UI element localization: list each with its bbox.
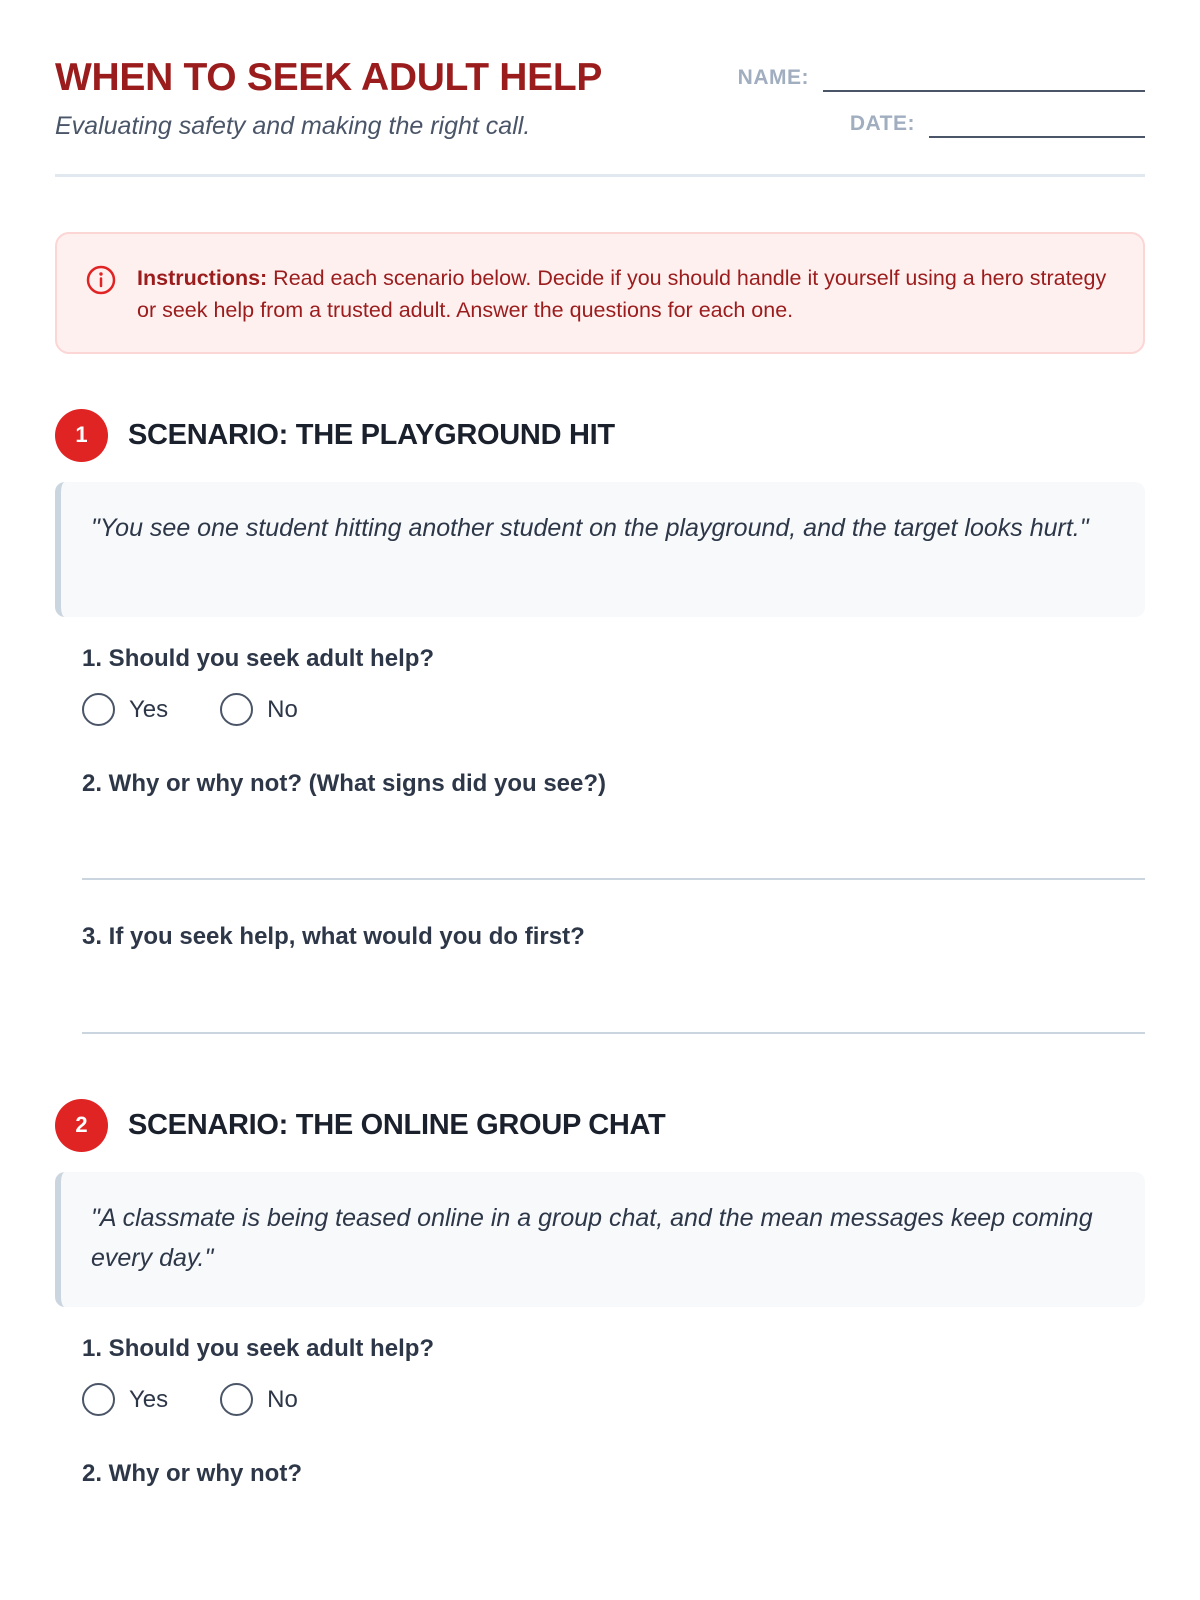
yes-option[interactable] <box>82 1383 168 1416</box>
scenario-title: SCENARIO: THE PLAYGROUND HIT <box>128 418 615 451</box>
yes-label: Yes <box>129 1385 169 1413</box>
question-block <box>55 645 1145 1034</box>
instructions-text <box>137 262 1113 326</box>
yes-option[interactable] <box>82 693 168 726</box>
answer-line[interactable] <box>82 1032 1145 1034</box>
page-subtitle: Evaluating safety and making the right call. <box>55 112 531 140</box>
instructions-body: Read each scenario below. Decide if you should handle it yourself using a hero strategy or seek help from a trusted adult. Answer the questions for each one. <box>137 266 1107 322</box>
no-option[interactable] <box>220 1383 298 1416</box>
scenario-number-badge: 2 <box>55 1099 108 1152</box>
scenario-quote: "A classmate is being teased online in a group chat, and the mean messages keep coming every day." <box>55 1172 1145 1307</box>
info-icon <box>85 264 117 296</box>
date-label: DATE: <box>849 112 915 135</box>
date-field-row <box>850 104 1145 138</box>
scenario-header <box>55 1098 1145 1152</box>
scenario-1 <box>55 408 1145 1034</box>
yes-radio-button[interactable] <box>82 1383 115 1416</box>
question-label: 3. If you seek help, what would you do first? <box>82 923 585 950</box>
answer-line[interactable] <box>82 878 1145 880</box>
name-label: NAME: <box>737 66 809 89</box>
question-block <box>55 1335 1145 1488</box>
date-field[interactable] <box>929 104 1145 138</box>
no-label: No <box>267 695 298 723</box>
no-option[interactable] <box>220 693 298 726</box>
name-field-row <box>738 58 1145 92</box>
no-radio-button[interactable] <box>220 1383 253 1416</box>
instructions-box <box>55 232 1145 354</box>
no-radio-button[interactable] <box>220 693 253 726</box>
question-label: 2. Why or why not? <box>82 1460 302 1487</box>
instructions-label: Instructions: <box>137 266 268 290</box>
name-field[interactable] <box>823 58 1145 92</box>
scenario-header <box>55 408 1145 462</box>
scenario-title: SCENARIO: THE ONLINE GROUP CHAT <box>128 1108 666 1141</box>
yes-radio-button[interactable] <box>82 693 115 726</box>
scenario-2 <box>55 1098 1145 1488</box>
question-label: 1. Should you seek adult help? <box>82 1335 435 1362</box>
worksheet-header <box>55 0 1145 177</box>
no-label: No <box>267 1385 298 1413</box>
yes-no-radio-group <box>82 693 1145 726</box>
scenario-number-badge: 1 <box>55 409 108 462</box>
yes-label: Yes <box>129 695 169 723</box>
question-label: 1. Should you seek adult help? <box>82 645 435 672</box>
question-label: 2. Why or why not? (What signs did you see?) <box>82 770 607 797</box>
scenario-quote: "You see one student hitting another student on the playground, and the target looks hurt." <box>55 482 1145 617</box>
page-title: WHEN TO SEEK ADULT HELP <box>55 56 603 99</box>
yes-no-radio-group <box>82 1383 1145 1416</box>
